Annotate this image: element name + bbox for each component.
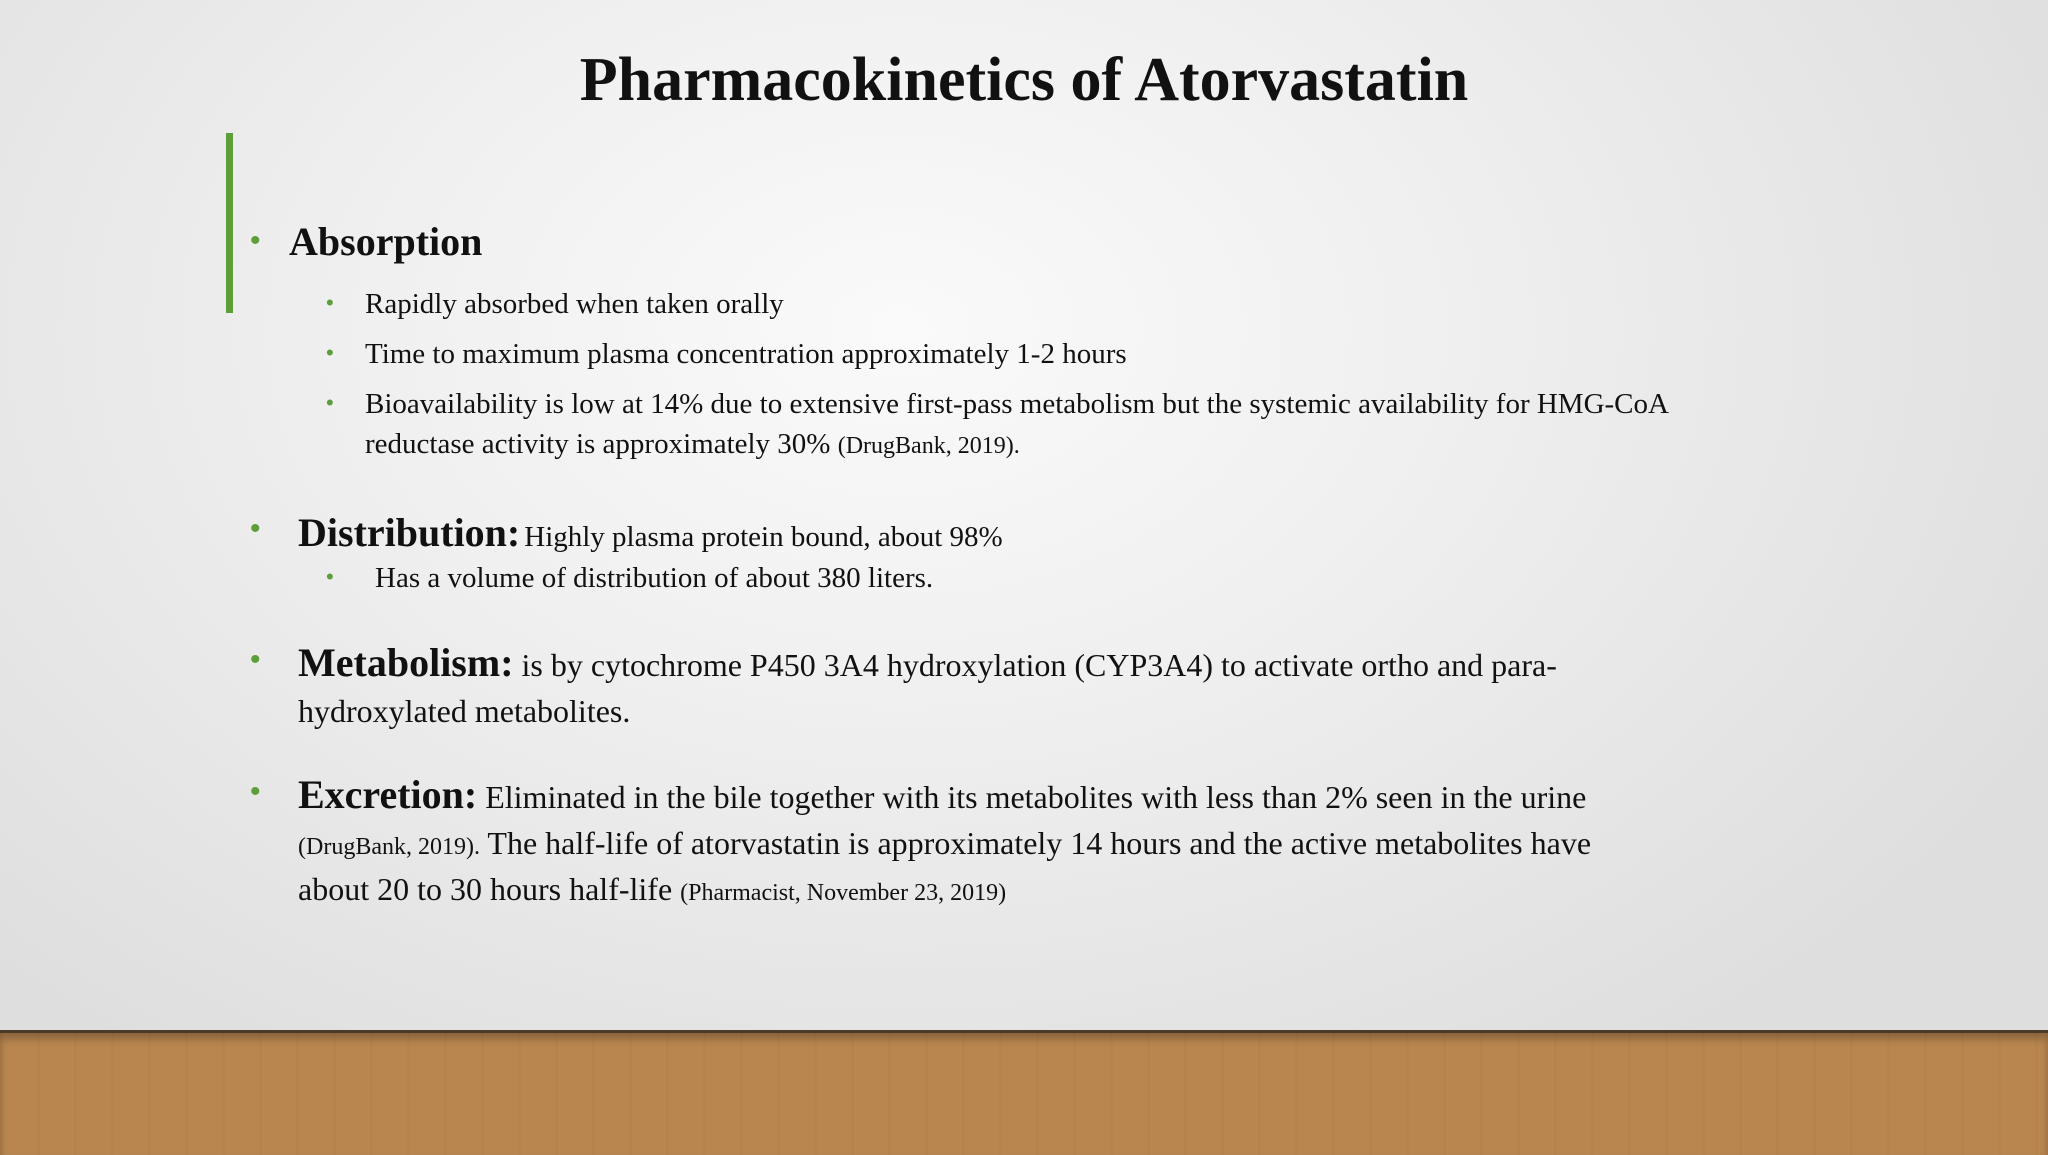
bullet-icon: • <box>326 564 334 589</box>
slide-title: Pharmacokinetics of Atorvastatin <box>579 46 1469 114</box>
excretion-line-3: about 20 to 30 hours half-life (Pharmacist, November 23, 2019) <box>298 871 1007 907</box>
absorption-item-3-line-2: reductase activity is approximately 30% (DrugBank, 2019). <box>365 428 1020 460</box>
distribution-text: Highly plasma protein bound, about 98% <box>524 521 1003 553</box>
bullet-icon: • <box>250 643 261 676</box>
metabolism-heading: Metabolism: <box>298 640 514 685</box>
bullet-icon: • <box>250 224 261 257</box>
citation: (Pharmacist, November 23, 2019) <box>680 880 1007 906</box>
absorption-item-1: Rapidly absorbed when taken orally <box>365 288 784 320</box>
bullet-icon: • <box>326 340 334 365</box>
bullet-icon: • <box>250 775 261 808</box>
distribution-sub-item: Has a volume of distribution of about 380 liters. <box>375 562 934 594</box>
bullet-icon: • <box>250 512 261 545</box>
excretion-line-1: Excretion: Eliminated in the bile together with its metabolites with less than 2% seen in the urine <box>298 772 1587 817</box>
citation: (DrugBank, 2019). <box>837 433 1020 459</box>
bullet-icon: • <box>326 290 334 315</box>
absorption-heading: Absorption <box>289 219 483 264</box>
metabolism-line-2: hydroxylated metabolites. <box>298 693 631 729</box>
absorption-item-2: Time to maximum plasma concentration approximately 1-2 hours <box>365 338 1127 370</box>
citation: (DrugBank, 2019). <box>298 834 480 860</box>
excretion-heading: Excretion: <box>298 772 478 817</box>
absorption-item-3-line-1: Bioavailability is low at 14% due to extensive first-pass metabolism but the systemic availability for HMG-CoA <box>365 388 1669 420</box>
excretion-line-2: (DrugBank, 2019). The half-life of atorvastatin is approximately 14 hours and the active metabolites have <box>298 825 1592 861</box>
distribution-heading: Distribution: <box>298 510 521 555</box>
bullet-icon: • <box>326 390 334 415</box>
metabolism-line-1: Metabolism: is by cytochrome P450 3A4 hydroxylation (CYP3A4) to activate ortho and para- <box>298 640 1557 685</box>
